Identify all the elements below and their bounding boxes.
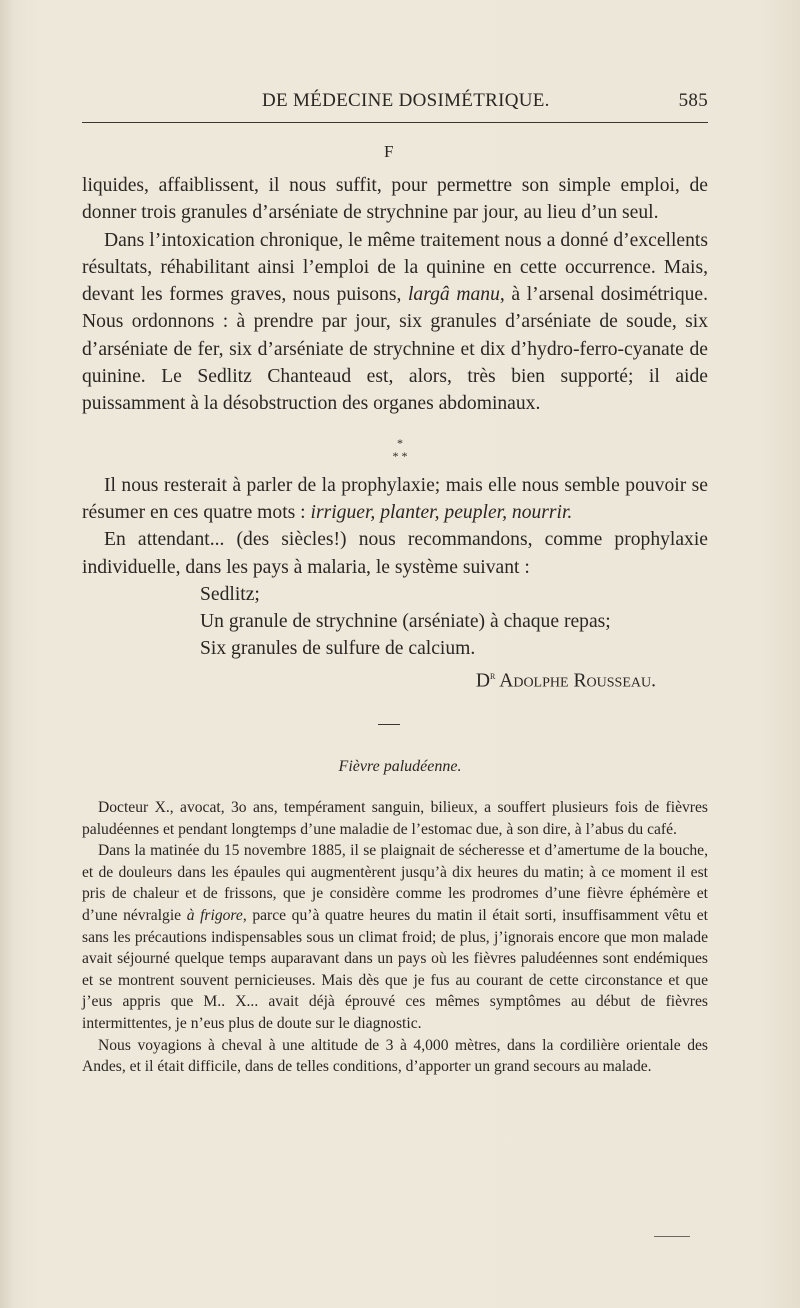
list-item: Six granules de sulfure de calcium. bbox=[200, 638, 476, 660]
paragraph: Dans la matinée du 15 novembre 1885, il se plaignait de sécheresse et d’amertume de la bouche, et de douleurs dans les épaules qui augmentèrent jusqu’à dix heures du matin; à ce moment il est pris de chaleur et de frissons, que je considère comme les prodromes d’une fièvre éphémère et d’une névralgie à frigore, parce qu’à quatre heures du matin il était sorti, insuffisamment vêtu et sans les précautions indispensables sous un climat froid; de plus, j’ignorais encore que mon malade avait séjourné quelque temps auparavant dans un pays où les fièvres paludéennes sont endémiques et se montrent souvent pernicieuses. Mais dès que je fus au courant de cette circonstance et que j’eus appris que M.. X... avait déjà éprouvé ces mêmes symptômes au début de fièvres intermittentes, je n’eus plus de doute sur le diagnostic. bbox=[82, 842, 708, 1032]
paragraph: Docteur X., avocat, 3o ans, tempérament sanguin, bilieux, a souffert plusieurs fois de fièvres paludéennes et pendant longtemps d’une maladie de l’estomac due, à son dire, à l’abus du café. bbox=[82, 799, 708, 838]
asterism-bottom: * * bbox=[392, 449, 408, 463]
section-prophylaxis bbox=[82, 172, 708, 695]
signature-mark: F bbox=[384, 142, 394, 161]
paragraph: En attendant... (des siècles!) nous recommandons, comme prophylaxie individuelle, dans les pays à malaria, le système suivant : bbox=[82, 529, 708, 578]
asterism-top: * bbox=[397, 436, 403, 450]
running-header bbox=[82, 90, 708, 116]
list-item: Un granule de strychnine (arséniate) à chaque repas; bbox=[200, 611, 611, 633]
end-mark bbox=[654, 1236, 690, 1237]
separator-rule bbox=[378, 724, 400, 725]
italic-words: irriguer, planter, peupler, nourrir. bbox=[310, 501, 573, 523]
latin-phrase: à frigore bbox=[186, 906, 243, 924]
header-rule bbox=[82, 122, 708, 123]
regimen-list bbox=[82, 581, 708, 663]
page-number: 585 bbox=[678, 90, 708, 111]
paragraph: Nous voyagions à cheval à une altitude de 3 à 4,000 mètres, dans la cordilière orientale des Andes, et il était difficile, dans de telles conditions, d’apporter un grand secours au malade. bbox=[82, 1036, 708, 1076]
paragraph: Dans l’intoxication chronique, le même traitement nous a donné d’excellents résultats, réhabilitant ainsi l’emploi de la quinine en cette occurrence. Mais, devant les formes graves, nous puisons, largâ manu, à l’arsenal dosimétrique. Nous ordonnons : à prendre par jour, six granules d’arséniate de soude, six d’arséniate de fer, six d’arséniate de strychnine et dix d’hydro-ferro-cyanate de quinine. Le Sedlitz Chanteaud est, alors, très bien supporté; il aide puissamment à la désobstruction des organes abdominaux. bbox=[82, 229, 709, 415]
list-item: Sedlitz; bbox=[200, 583, 260, 605]
article-title: Fièvre paludéenne. bbox=[338, 758, 462, 775]
paragraph: liquides, affaiblissent, il nous suffit, pour permettre son simple emploi, de donner trois granules d’arséniate de strychnine par jour, au lieu d’un seul. bbox=[82, 175, 708, 224]
latin-phrase: largâ manu bbox=[407, 284, 500, 306]
running-title: DE MÉDECINE DOSIMÉTRIQUE. bbox=[262, 90, 550, 111]
paragraph: Il nous resterait à parler de la prophylaxie; mais elle nous semble pouvoir se résumer en ces quatre mots : irriguer, planter, peupler, nourrir. bbox=[82, 474, 708, 523]
section-fever bbox=[82, 797, 708, 1078]
author-signature: $D^r$ Adolphe Rousseau. bbox=[475, 669, 656, 692]
